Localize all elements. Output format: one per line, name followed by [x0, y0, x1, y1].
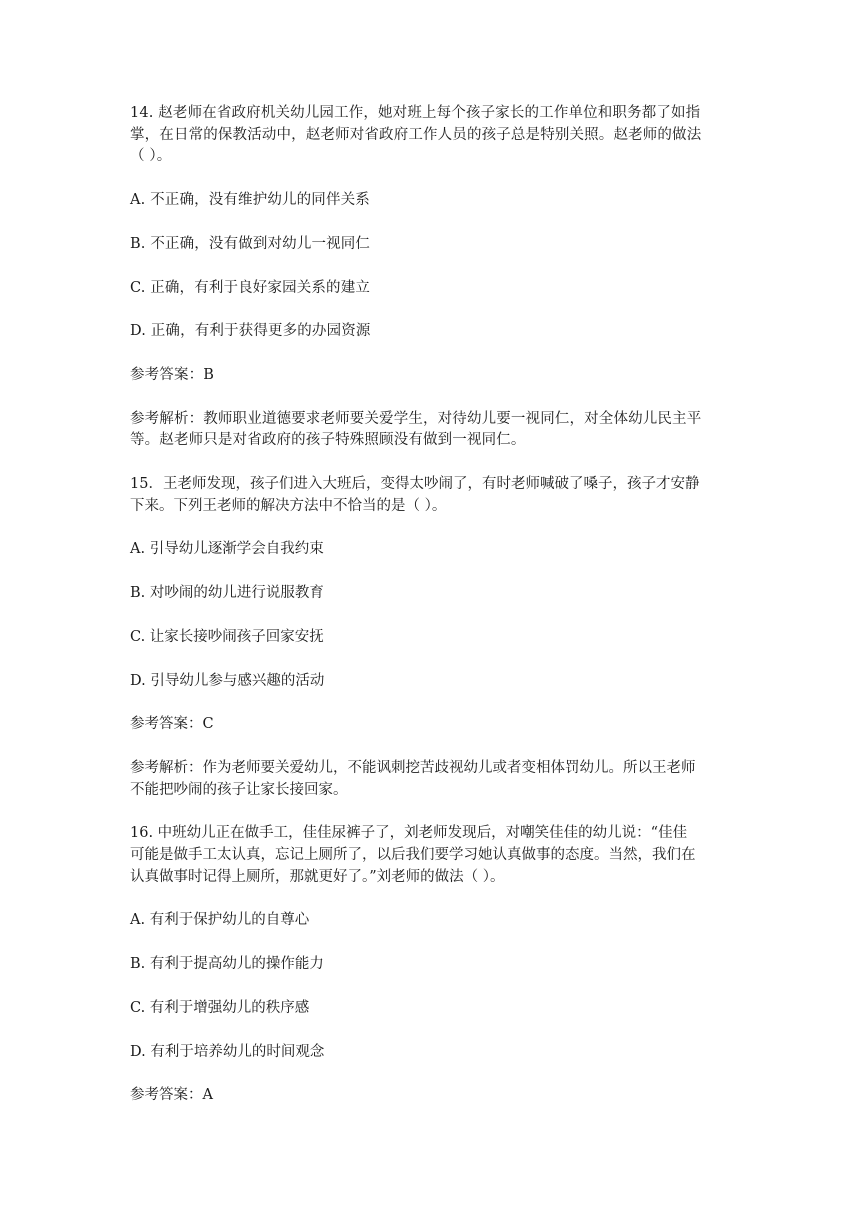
- analysis-line: 参考解析：作为老师要关爱幼儿，不能讽刺挖苦歧视幼儿或者变相体罚幼儿。所以王老师: [130, 759, 696, 776]
- option-d: D. 引导幼儿参与感兴趣的活动: [130, 672, 325, 689]
- question-stem-line: （ ）。: [130, 148, 172, 165]
- option-b: B. 对吵闹的幼儿进行说服教育: [130, 585, 324, 602]
- question-stem-line: 15．王老师发现，孩子们进入大班后，变得太吵闹了，有时老师喊破了嗓子，孩子才安静: [130, 476, 700, 493]
- reference-answer: 参考答案：C: [130, 716, 214, 733]
- question-stem-line: 可能是做手工太认真，忘记上厕所了，以后我们要学习她认真做事的态度。当然，我们在: [130, 847, 696, 864]
- question-15: [130, 474, 740, 801]
- analysis-line: 等。赵老师只是对省政府的孩子特殊照顾没有做到一视同仁。: [130, 432, 526, 449]
- question-stem-line: 掌，在日常的保教活动中，赵老师对省政府工作人员的孩子总是特别关照。赵老师的做法: [130, 126, 702, 143]
- option-a: A. 引导幼儿逐渐学会自我约束: [130, 541, 324, 558]
- question-stem-line: 认真做事时记得上厕所，那就更好了。”刘老师的做法（ ）。: [130, 868, 505, 885]
- question-16: [130, 823, 740, 1107]
- option-b: B. 不正确，没有做到对幼儿一视同仁: [130, 235, 371, 252]
- analysis-line: 不能把吵闹的孩子让家长接回家。: [130, 781, 348, 798]
- question-stem-line: 下来。下列王老师的解决方法中不恰当的是（ ）。: [130, 497, 447, 514]
- question-14: [130, 103, 740, 452]
- option-d: D. 有利于培养幼儿的时间观念: [130, 1043, 325, 1060]
- option-c: C. 有利于增强幼儿的秩序感: [130, 999, 310, 1016]
- question-stem-line: 16. 中班幼儿正在做手工，佳佳尿裤子了，刘老师发现后，对嘲笑佳佳的幼儿说：“佳佳: [130, 825, 688, 842]
- option-b: B. 有利于提高幼儿的操作能力: [130, 956, 324, 973]
- option-a: A. 不正确，没有维护幼儿的同伴关系: [130, 192, 370, 209]
- question-stem-line: 14. 赵老师在省政府机关幼儿园工作，她对班上每个孩子家长的工作单位和职务都了如指: [130, 105, 701, 121]
- option-c: C. 让家长接吵闹孩子回家安抚: [130, 628, 324, 645]
- analysis-line: 参考解析：教师职业道德要求老师要关爱学生，对待幼儿要一视同仁，对全体幼儿民主平: [130, 410, 702, 427]
- reference-answer: 参考答案：A: [130, 1087, 213, 1104]
- option-d: D. 正确，有利于获得更多的办园资源: [130, 323, 371, 340]
- option-c: C. 正确，有利于良好家园关系的建立: [130, 279, 370, 296]
- reference-answer: 参考答案：B: [130, 366, 215, 383]
- document-page: [130, 103, 740, 1107]
- option-a: A. 有利于保护幼儿的自尊心: [130, 912, 310, 929]
